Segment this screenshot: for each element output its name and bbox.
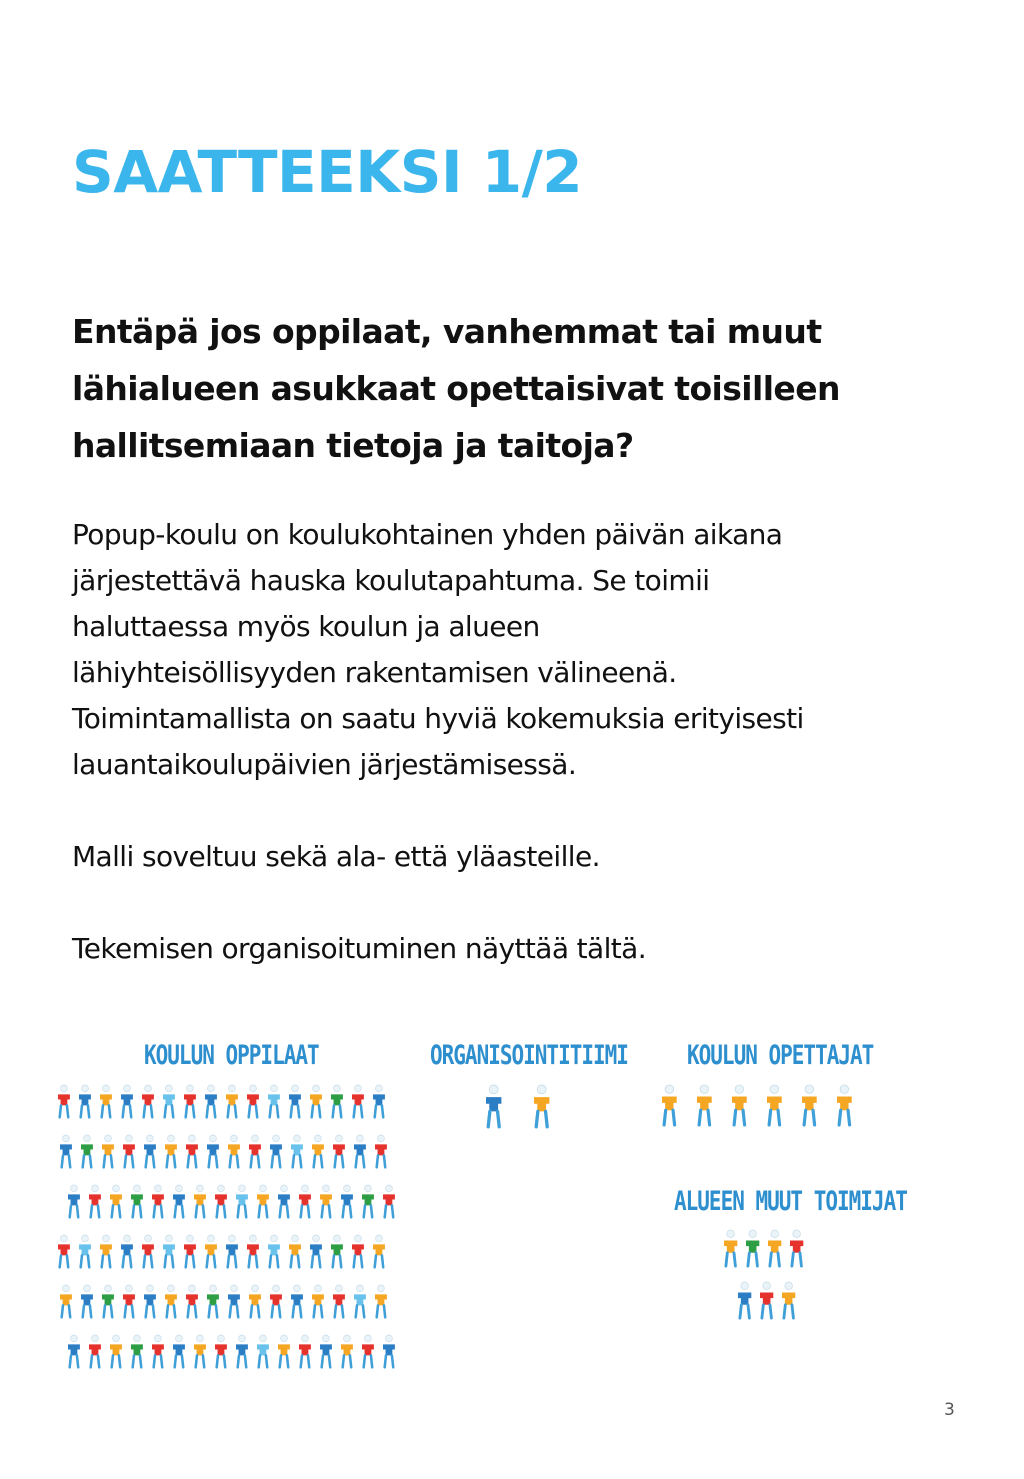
person-icon <box>354 1135 366 1167</box>
person-icon <box>291 1285 303 1317</box>
person-icon <box>123 1135 135 1167</box>
person-icon <box>102 1285 114 1317</box>
person-icon <box>662 1085 677 1125</box>
person-icon <box>270 1285 282 1317</box>
person-icon <box>121 1235 133 1267</box>
person-icon <box>270 1135 282 1167</box>
person-icon <box>236 1185 248 1217</box>
page-number: 3 <box>944 1400 955 1420</box>
group-label-teachers: KOULUN OPETTAJAT <box>687 1040 874 1070</box>
person-icon <box>486 1085 501 1127</box>
person-icon <box>186 1135 198 1167</box>
person-icon <box>81 1285 93 1317</box>
person-icon <box>184 1235 196 1267</box>
person-icon <box>289 1085 301 1117</box>
person-icon <box>790 1230 803 1266</box>
person-icon <box>299 1335 311 1367</box>
person-icon <box>68 1335 80 1367</box>
person-icon <box>341 1335 353 1367</box>
page-title: SAATTEEKSI 1/2 <box>72 138 583 206</box>
person-icon <box>373 1085 385 1117</box>
person-icon <box>163 1085 175 1117</box>
paragraph-spacer <box>72 880 972 926</box>
person-icon <box>697 1085 712 1125</box>
paragraph-line: Malli soveltuu sekä ala- että yläasteille. <box>72 840 600 873</box>
paragraph-line: Popup-koulu on koulukohtainen yhden päivän aikana <box>72 518 783 551</box>
person-icon <box>802 1085 817 1125</box>
person-icon <box>131 1335 143 1367</box>
person-icon <box>121 1085 133 1117</box>
person-icon <box>215 1335 227 1367</box>
person-icon <box>142 1085 154 1117</box>
person-icon <box>331 1085 343 1117</box>
person-icon <box>320 1185 332 1217</box>
person-icon <box>194 1335 206 1367</box>
person-icon <box>247 1235 259 1267</box>
paragraph-line: lauantaikoulupäivien järjestämisessä. <box>72 748 577 781</box>
lead-line: lähialueen asukkaat opettaisivat toisilleen <box>72 369 840 408</box>
person-icon <box>289 1235 301 1267</box>
person-icon <box>331 1235 343 1267</box>
person-icon <box>837 1085 852 1125</box>
person-icon <box>375 1135 387 1167</box>
person-icon <box>123 1285 135 1317</box>
person-icon <box>312 1135 324 1167</box>
person-icon <box>100 1235 112 1267</box>
person-icon <box>278 1335 290 1367</box>
person-icon <box>362 1335 374 1367</box>
paragraph-line: Tekemisen organisoituminen näyttää tältä. <box>72 932 647 965</box>
person-icon <box>205 1235 217 1267</box>
person-icon <box>215 1185 227 1217</box>
person-icon <box>782 1282 795 1318</box>
person-icon <box>247 1085 259 1117</box>
lead-line: Entäpä jos oppilaat, vanhemmat tai muut <box>72 312 822 351</box>
person-icon <box>228 1135 240 1167</box>
person-icon <box>291 1135 303 1167</box>
person-icon <box>142 1235 154 1267</box>
person-icon <box>268 1085 280 1117</box>
person-icon <box>173 1185 185 1217</box>
person-icon <box>236 1335 248 1367</box>
students-people-figure <box>58 1085 403 1385</box>
person-icon <box>226 1085 238 1117</box>
paragraph-line: haluttaessa myös koulun ja alueen <box>72 610 540 643</box>
person-icon <box>144 1285 156 1317</box>
group-label-organizers: ORGANISOINTITIIMI <box>430 1040 628 1070</box>
person-icon <box>165 1285 177 1317</box>
person-icon <box>152 1335 164 1367</box>
person-icon <box>60 1285 72 1317</box>
person-icon <box>152 1185 164 1217</box>
person-icon <box>352 1085 364 1117</box>
person-icon <box>58 1085 70 1117</box>
person-icon <box>81 1135 93 1167</box>
person-icon <box>205 1085 217 1117</box>
group-label-others: ALUEEN MUUT TOIMIJAT <box>674 1186 907 1216</box>
person-icon <box>165 1135 177 1167</box>
person-icon <box>79 1235 91 1267</box>
person-icon <box>249 1285 261 1317</box>
paragraph-line: järjestettävä hauska koulutapahtuma. Se toimii <box>72 564 710 597</box>
person-icon <box>89 1185 101 1217</box>
person-icon <box>738 1282 751 1318</box>
person-icon <box>354 1285 366 1317</box>
person-icon <box>131 1185 143 1217</box>
person-icon <box>102 1135 114 1167</box>
person-icon <box>207 1285 219 1317</box>
person-icon <box>249 1135 261 1167</box>
group-label-students: KOULUN OPPILAAT <box>144 1040 319 1070</box>
person-icon <box>257 1185 269 1217</box>
lead-line: hallitsemiaan tietoja ja taitoja? <box>72 426 634 465</box>
person-icon <box>163 1235 175 1267</box>
person-icon <box>257 1335 269 1367</box>
paragraph-line: lähiyhteisöllisyyden rakentamisen välineenä. <box>72 656 677 689</box>
person-icon <box>226 1235 238 1267</box>
organizers-people-figure <box>486 1085 566 1155</box>
person-icon <box>375 1285 387 1317</box>
person-icon <box>746 1230 759 1266</box>
paragraph-spacer <box>72 788 972 834</box>
paragraph-line: Toimintamallista on saatu hyviä kokemuksia erityisesti <box>72 702 804 735</box>
lead-question <box>72 303 972 474</box>
person-icon <box>299 1185 311 1217</box>
person-icon <box>362 1185 374 1217</box>
person-icon <box>373 1235 385 1267</box>
person-icon <box>760 1282 773 1318</box>
person-icon <box>352 1235 364 1267</box>
person-icon <box>383 1335 395 1367</box>
others-people-figure <box>724 1230 824 1340</box>
person-icon <box>278 1185 290 1217</box>
person-icon <box>194 1185 206 1217</box>
person-icon <box>724 1230 737 1266</box>
person-icon <box>184 1085 196 1117</box>
person-icon <box>89 1335 101 1367</box>
person-icon <box>207 1135 219 1167</box>
person-icon <box>58 1235 70 1267</box>
person-icon <box>534 1085 549 1127</box>
person-icon <box>173 1335 185 1367</box>
body-text <box>72 512 972 972</box>
person-icon <box>310 1235 322 1267</box>
person-icon <box>186 1285 198 1317</box>
person-icon <box>100 1085 112 1117</box>
teachers-people-figure <box>662 1085 882 1155</box>
person-icon <box>228 1285 240 1317</box>
person-icon <box>144 1135 156 1167</box>
person-icon <box>268 1235 280 1267</box>
person-icon <box>312 1285 324 1317</box>
person-icon <box>768 1230 781 1266</box>
person-icon <box>110 1335 122 1367</box>
person-icon <box>79 1085 91 1117</box>
person-icon <box>110 1185 122 1217</box>
person-icon <box>341 1185 353 1217</box>
person-icon <box>60 1135 72 1167</box>
person-icon <box>320 1335 332 1367</box>
person-icon <box>732 1085 747 1125</box>
person-icon <box>333 1285 345 1317</box>
person-icon <box>310 1085 322 1117</box>
person-icon <box>383 1185 395 1217</box>
person-icon <box>68 1185 80 1217</box>
person-icon <box>767 1085 782 1125</box>
person-icon <box>333 1135 345 1167</box>
